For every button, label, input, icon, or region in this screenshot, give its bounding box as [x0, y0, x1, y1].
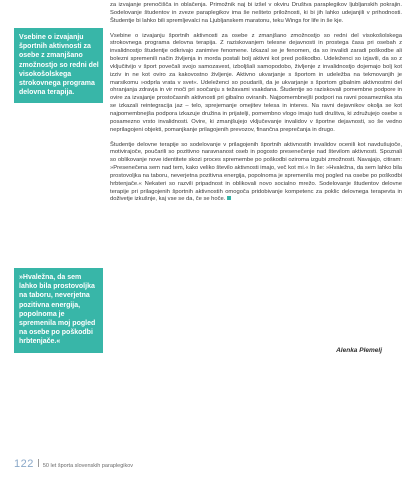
article-body — [110, 2, 402, 211]
pull-quote-box-top — [14, 28, 103, 103]
paragraph-2: Vsebine o izvajanju športnih aktivnosti za osebe z zmanjšano zmožnostjo so redni del visokošolskega strokovnega programa delovna terapija. Z raziskovanjem telesne dejavnosti in prostega časa pri osebah z invalidnostjo študentje odkrivajo zanimive fenomene. Izkazal se je fenomen, da so invalidi zaradi poškodbe ali bolezni spremenili način življenja in morda postali bolj aktivni kot pred poškodbo. Udeleženci so izjavili, da so z vključitvijo v šport povečali svojo samozavest, izboljšali samopodobo, življenje z invalidnostjo dojemajo bolj kot izziv in ne kot oviro za kakovostno življenje. Aktivno ukvarjanje s športom in udeležba na tekmovanjih je marsikomu »odprla vrata v svet«. Udeleženci so poudarili, da je ukvarjanje s športom gibalnim aktivnostmi del ohranjanja zdravja in vir moči pri soočanju s težavami vsakdana. Študentje so raziskovali pomembne podpore in ovire za izvajanje prostočasnih aktivnosti pri gibalno oviranih. Najpomembnejši podpori na ravni posameznika sta se izkazali reintegracija jaz – telo, sprejemanje omejitev telesa in interes. Na ravni dejavnikov okolja se kot najpomembnejša podpora izkazuje družina in prijatelji, pomembno vlogo imajo tudi društva, ki združujejo osebe s posamezno vrsto invalidnosti. Ovire, ki zmanjšujejo vključevanje invalidov v športne dejavnosti, so še vedno neprilagojeni objekti, pomanjkanje prilagojenih prevozov, finančna preprečanja in drugo. — [110, 32, 402, 133]
paragraph-3-text: Študentje delovne terapije so sodelovanje v prilagojenih športnih aktivnostih invalidov ocenili kot navdušujoče, motivirajoče, poučarili so pozitivno naravnanost oseb in pogosto presenečenje nad številom aktivnosti. Spoznali so oblikovanje nove identitete skozi proces spremembe po poškodbi oziroma izgubi zmožnosti. Navajajo, citiram: »Presenečena sem nad tem, kako veliko število aktivnosti imajo, več kot mi.« In še: »Hvaležna, da sem lahko bila prostovoljka na taboru, neverjetna pozitivna energija, popolnoma je spremenila moj pogled na osebe po poškodbi hrbtenjače.« Nekateri so razvili pripadnost in oblikovali novo socialno mrežo. Sodelovanje študentov delovne terapije pri prilagojenih športnih aktivnostih omogoča pridobivanje kompetenc za pokliс delovnega terapevta in doživetje izkušnje, kaj vse se da, če se hoče. — [110, 141, 402, 203]
pull-quote-box-bottom — [14, 268, 103, 353]
publication-title: 50 let športa slovenskih paraplegikov — [42, 463, 134, 469]
paragraph-1: za izvajanje prenočišča in oblačenja. Primožnik naj bi izšel v okviru Društva paraplegikov ljubljanskih pokrajin. Sodelovanje študentov in zveze paraplegikov ima še nešteto priložnosti, ki bi jih lahko udejanjili v prihodnosti. Študentje bi lahko bili spremljevalci na Ljubljanskem maratonu, teku Wings for life in še kje. — [110, 2, 402, 24]
page-number: 122 — [14, 458, 34, 470]
pull-quote-text: »Hvaležna, da sem lahko bila prostovoljka na taboru, neverjetna pozitivna energija, popolnoma je spremenila moj pogled na osebe po poškodbi hrbtenjače.« — [19, 274, 96, 346]
page-footer — [14, 458, 133, 470]
footer-divider — [38, 459, 39, 467]
end-mark-square-icon — [227, 196, 231, 200]
pull-quote-text: Vsebine o izvajanju športnih aktivnosti za osebe z zmanjšano zmožnostjo so redni del visokošolskega strokovnega programa delovna terapija. — [19, 34, 99, 97]
paragraph-3 — [110, 142, 402, 205]
author-signature: Alenka Plemelj — [336, 347, 382, 354]
